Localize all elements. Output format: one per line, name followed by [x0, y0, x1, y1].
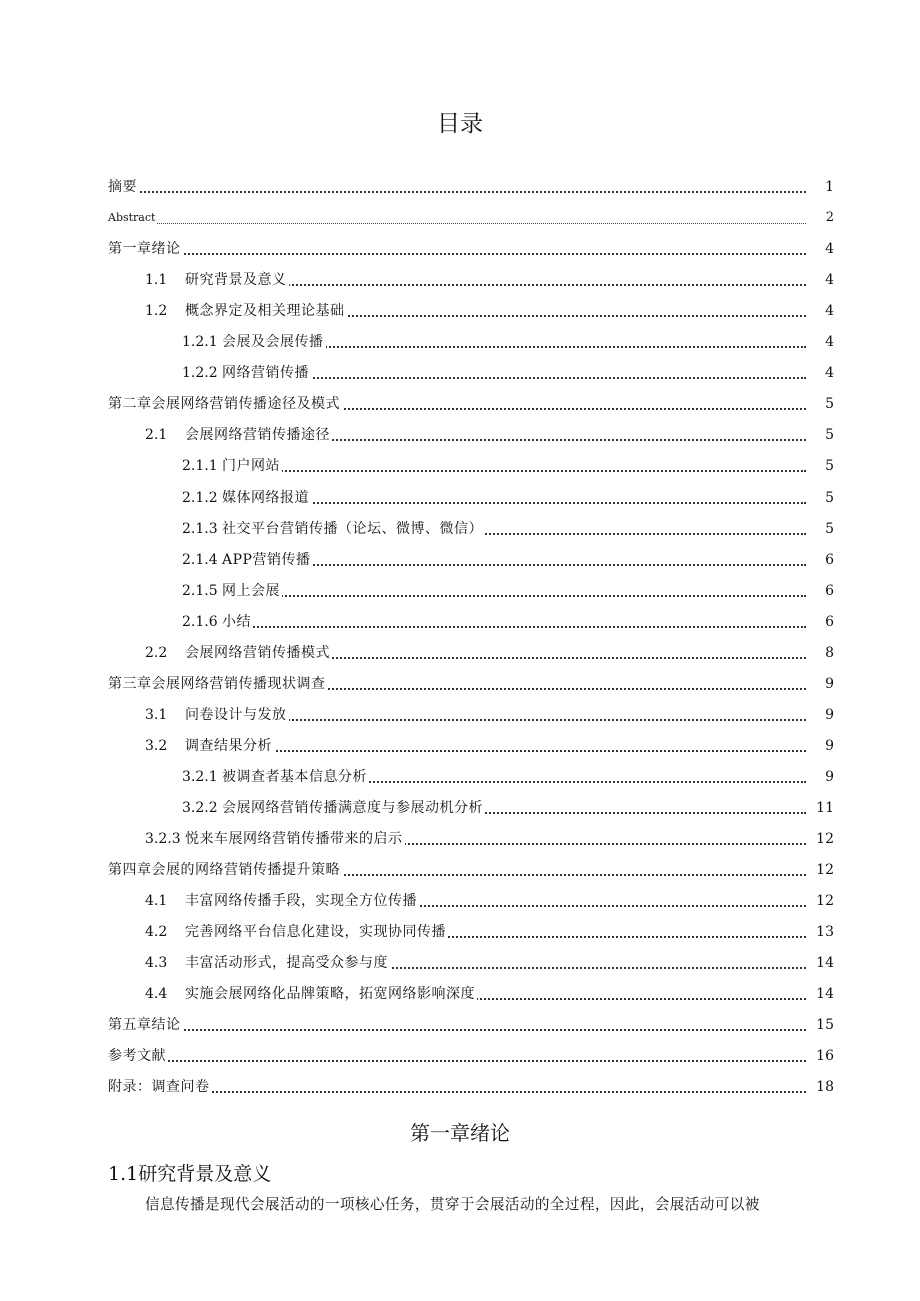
toc-entry-label: [108, 175, 139, 199]
body-paragraph: 信息传播是现代会展活动的一项核心任务，贯穿于会展活动的全过程，因此，会展活动可以被: [145, 1196, 760, 1213]
toc-entry-text: 会展及会展传播: [222, 334, 324, 350]
toc-entry-number: 4.2: [145, 924, 168, 940]
toc-entry-label: [182, 517, 485, 541]
toc-entry-page-number: 9: [825, 738, 834, 754]
toc-entry-page-number: 8: [825, 645, 834, 661]
toc-entry-text: 丰富活动形式，提高受众参与度: [185, 955, 388, 971]
toc-entry[interactable]: [0, 1075, 920, 1099]
toc-entry-number: 2.1.5: [182, 583, 218, 599]
toc-entry-page-number: 4: [825, 303, 834, 319]
toc-entry-page-number: 4: [825, 241, 834, 257]
toc-entry-text: 网上会展: [222, 583, 280, 599]
toc-entry-text: 会展网络营销传播途径: [185, 427, 330, 443]
toc-entry-page-number: 9: [825, 769, 834, 785]
toc-entry-text: 问卷设计与发放: [185, 707, 287, 723]
toc-entry-page-number: 9: [825, 707, 834, 723]
toc-entry-page-number: 6: [825, 614, 834, 630]
toc-entry[interactable]: [0, 951, 920, 975]
toc-entry-page-number: 5: [825, 458, 834, 474]
toc-entry[interactable]: [0, 361, 920, 385]
toc-entry[interactable]: [0, 579, 920, 603]
toc-entry[interactable]: [0, 517, 920, 541]
toc-entry-label: [182, 765, 369, 789]
toc-entry-text: 第四章会展的网络营销传播提升策略: [108, 862, 340, 878]
toc-entry-text: 摘要: [108, 179, 137, 195]
toc-entry[interactable]: [0, 827, 920, 851]
toc-entry-page-number: 13: [816, 924, 834, 940]
toc-entry-text: 门户网站: [222, 458, 280, 474]
toc-entry-text: 调查结果分析: [185, 738, 272, 754]
toc-entry[interactable]: [0, 703, 920, 727]
toc-entry-label: [182, 579, 282, 603]
toc-entry-text: APP营销传播: [222, 552, 311, 568]
toc-entry-number: 4.1: [145, 893, 168, 909]
toc-entry-label: [108, 858, 342, 882]
toc-entry-number: 4.4: [145, 986, 168, 1002]
toc-entry-number: 3.2: [145, 738, 168, 754]
toc-entry-text: 网络营销传播: [222, 365, 309, 381]
toc-entry-page-number: 5: [825, 427, 834, 443]
toc-entry-number: 3.2.2: [182, 800, 218, 816]
toc-entry-text: 第一章绪论: [108, 241, 181, 257]
toc-entry-text: 小结: [222, 614, 251, 630]
toc-entry-page-number: 2: [825, 210, 834, 225]
toc-dot-leader: [182, 626, 806, 628]
toc-entry-label: [108, 672, 328, 696]
toc-entry[interactable]: [0, 175, 920, 199]
toc-entry-page-number: 18: [816, 1079, 834, 1095]
toc-entry-page-number: 12: [816, 893, 834, 909]
toc-entry-label: [182, 486, 311, 510]
toc-entry-page-number: 9: [825, 676, 834, 692]
toc-entry-number: 1.2.1: [182, 334, 218, 350]
toc-entry-label: [145, 703, 289, 727]
toc-entry[interactable]: [0, 423, 920, 447]
toc-entry-page-number: 15: [816, 1017, 834, 1033]
toc-entry-text: 参考文献: [108, 1048, 166, 1064]
section-heading: 1.1研究背景及意义: [108, 1163, 272, 1185]
toc-entry-page-number: 14: [816, 986, 834, 1002]
toc-entry-label: [182, 454, 282, 478]
toc-entry-label: [182, 796, 485, 820]
toc-dot-leader: [108, 223, 806, 224]
toc-entry-page-number: 5: [825, 490, 834, 506]
toc-entry-text: 媒体网络报道: [222, 490, 309, 506]
toc-entry-number: 2.2: [145, 645, 168, 661]
toc-entry-number: 2.1.2: [182, 490, 218, 506]
toc-entry-label: [145, 889, 419, 913]
toc-entry-text: Abstract: [108, 211, 156, 224]
toc-dot-leader: [108, 1060, 806, 1062]
toc-entry[interactable]: [0, 889, 920, 913]
toc-entry-text: 被调查者基本信息分析: [222, 769, 367, 785]
toc-entry-number: 2.1.6: [182, 614, 218, 630]
toc-entry-text: 第五章结论: [108, 1017, 181, 1033]
toc-entry-number: 2.1: [145, 427, 168, 443]
toc-entry[interactable]: [0, 765, 920, 789]
toc-entry-text: 会展网络营销传播模式: [185, 645, 330, 661]
toc-entry-label: [145, 827, 405, 851]
toc-entry-number: 2.1.1: [182, 458, 218, 474]
toc-entry-text: 悦来车展网络营销传播带来的启示: [185, 831, 403, 847]
toc-entry-label: [182, 548, 312, 572]
toc-entry[interactable]: [0, 486, 920, 510]
toc-entry-number: 2.1.3: [182, 521, 218, 537]
toc-entry-number: 1.2.2: [182, 365, 218, 381]
toc-entry-number: 3.1: [145, 707, 168, 723]
toc-entry-page-number: 6: [825, 552, 834, 568]
toc-entry-page-number: 5: [825, 396, 834, 412]
toc-entry[interactable]: [0, 454, 920, 478]
toc-title: 目录: [437, 111, 483, 137]
toc-entry[interactable]: [0, 392, 920, 416]
toc-entry-page-number: 1: [825, 179, 834, 195]
toc-entry-text: 实施会展网络化品牌策略，拓宽网络影响深度: [185, 986, 475, 1002]
toc-entry-page-number: 11: [816, 800, 834, 816]
toc-entry-page-number: 5: [825, 521, 834, 537]
toc-entry-page-number: 14: [816, 955, 834, 971]
toc-entry-label: [145, 299, 347, 323]
toc-entry-text: 附录：调查问卷: [108, 1079, 210, 1095]
toc-entry-label: [145, 641, 332, 665]
toc-entry-page-number: 4: [825, 272, 834, 288]
toc-entry-number: 1.1: [145, 272, 168, 288]
toc-dot-leader: [108, 253, 806, 255]
toc-entry-label: [182, 610, 253, 634]
toc-entry-label: [145, 734, 274, 758]
toc-entry-label: [108, 237, 183, 261]
toc-entry-number: 2.1.4: [182, 552, 218, 568]
toc-entry[interactable]: [0, 858, 920, 882]
toc-entry-text: 概念界定及相关理论基础: [185, 303, 345, 319]
toc-entry-label: [108, 1044, 168, 1068]
toc-entry-text: 第二章会展网络营销传播途径及模式: [108, 396, 340, 412]
toc-entry-label: [145, 920, 448, 944]
toc-entry-label: [108, 1075, 212, 1099]
toc-dot-leader: [108, 191, 806, 193]
toc-entry[interactable]: [0, 299, 920, 323]
toc-entry-page-number: 12: [816, 831, 834, 847]
toc-entry[interactable]: [0, 734, 920, 758]
toc-entry-number: 3.2.1: [182, 769, 218, 785]
toc-entry[interactable]: [0, 1013, 920, 1037]
toc-entry-label: [145, 982, 477, 1006]
toc-entry[interactable]: [0, 268, 920, 292]
toc-entry-label: [108, 206, 157, 230]
toc-dot-leader: [108, 1091, 806, 1093]
toc-entry[interactable]: [0, 920, 920, 944]
chapter-heading: 第一章绪论: [410, 1121, 510, 1145]
toc-entry[interactable]: [0, 330, 920, 354]
toc-entry-label: [182, 361, 311, 385]
toc-entry-label: [108, 1013, 183, 1037]
toc-entry-text: 丰富网络传播手段，实现全方位传播: [185, 893, 417, 909]
toc-entry-label: [145, 423, 332, 447]
toc-entry-text: 完善网络平台信息化建设，实现协同传播: [185, 924, 446, 940]
toc-entry[interactable]: [0, 796, 920, 820]
toc-entry-page-number: 16: [816, 1048, 834, 1064]
toc-entry-text: 第三章会展网络营销传播现状调查: [108, 676, 326, 692]
toc-entry-label: [145, 951, 390, 975]
toc-entry-label: [145, 268, 289, 292]
toc-dot-leader: [108, 1029, 806, 1031]
toc-entry-page-number: 12: [816, 862, 834, 878]
toc-entry[interactable]: [0, 641, 920, 665]
toc-entry[interactable]: [0, 237, 920, 261]
toc-entry[interactable]: [0, 672, 920, 696]
toc-entry-page-number: 6: [825, 583, 834, 599]
toc-entry[interactable]: [0, 610, 920, 634]
toc-entry[interactable]: [0, 206, 920, 230]
toc-entry-page-number: 4: [825, 365, 834, 381]
toc-entry-number: 1.2: [145, 303, 168, 319]
toc-entry-page-number: 4: [825, 334, 834, 350]
toc-entry[interactable]: [0, 548, 920, 572]
toc-entry-text: 社交平台营销传播（论坛、微博、微信）: [222, 521, 483, 537]
toc-entry[interactable]: [0, 1044, 920, 1068]
toc-entry-label: [108, 392, 342, 416]
toc-entry-label: [182, 330, 326, 354]
toc-entry-number: 4.3: [145, 955, 168, 971]
toc-entry[interactable]: [0, 982, 920, 1006]
toc-entry-text: 研究背景及意义: [185, 272, 287, 288]
toc-entry-text: 会展网络营销传播满意度与参展动机分析: [222, 800, 483, 816]
toc-entry-number: 3.2.3: [145, 831, 181, 847]
